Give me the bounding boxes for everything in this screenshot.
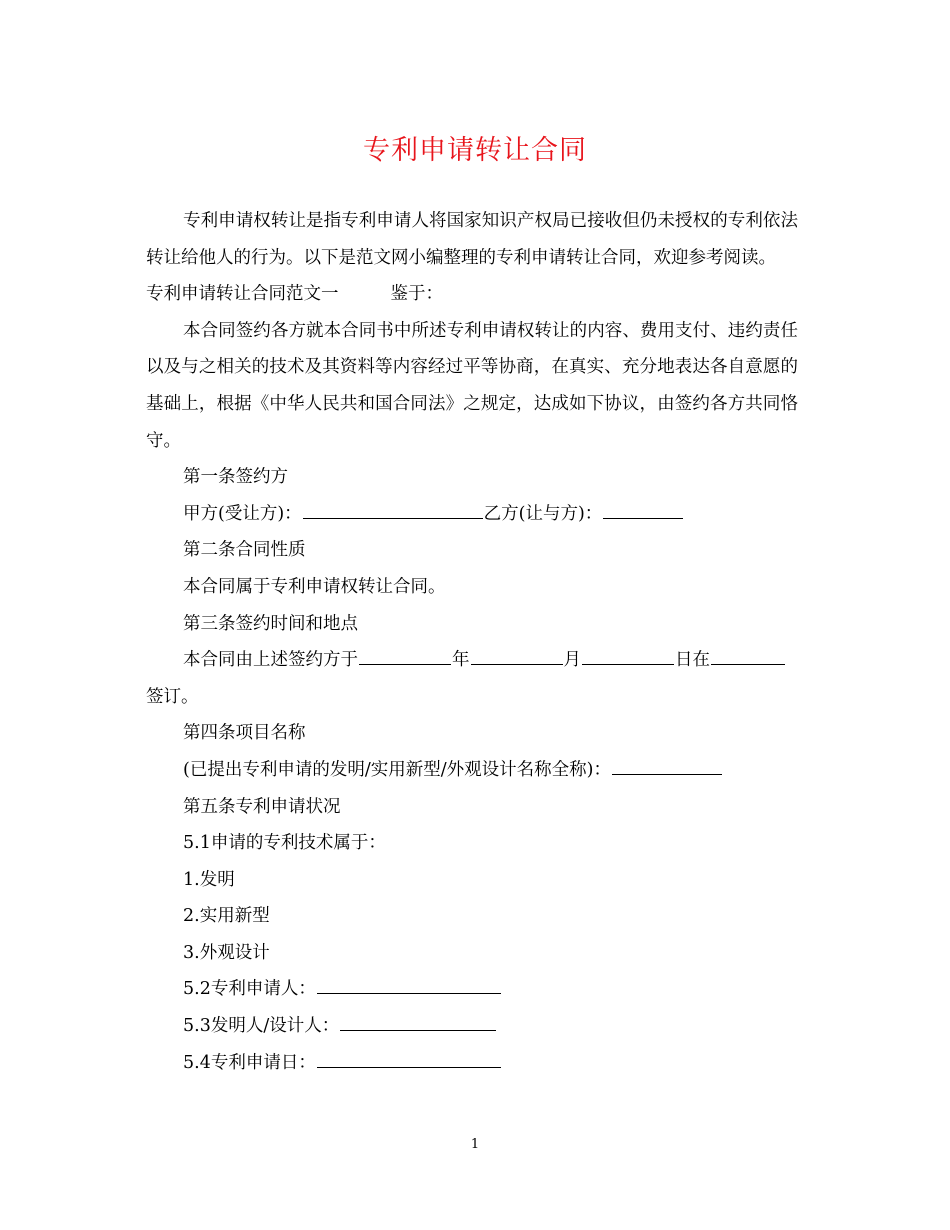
option-utility-model: 2.实用新型 xyxy=(183,906,270,927)
day-blank[interactable] xyxy=(582,648,674,665)
article-2-title: 第二条合同性质 xyxy=(183,540,306,561)
preamble-paragraph: 本合同签约各方就本合同书中所述专利申请权转让的内容、费用支付、违约责任以及与之相关的技术及其资料等内容经过平等协商，在真实、充分地表达各自意愿的基础上，根据《中华人民共和国合同法》之规定，达成如下协议，由签约各方共同恪守。 xyxy=(146,320,798,451)
parties-line xyxy=(146,496,798,533)
party-b-blank[interactable] xyxy=(603,502,683,519)
section-5-4: 5.4专利申请日： xyxy=(183,1052,316,1073)
inventor-blank[interactable] xyxy=(340,1014,496,1031)
article-2-text: 本合同属于专利申请权转让合同。 xyxy=(183,576,446,597)
year-label: 年 xyxy=(452,650,470,671)
section-5-3: 5.3发明人/设计人： xyxy=(183,1016,340,1037)
article-1-title: 第一条签约方 xyxy=(183,467,288,488)
project-name-blank[interactable] xyxy=(612,758,722,775)
document-title: 专利申请转让合同 xyxy=(363,135,587,166)
article-4-title: 第四条项目名称 xyxy=(183,723,306,744)
article-3-title: 第三条签约时间和地点 xyxy=(183,613,358,634)
article-3-prefix: 本合同由上述签约方于 xyxy=(183,650,358,671)
section-5-4-line xyxy=(146,1045,798,1082)
article-3-suffix: 签订。 xyxy=(146,686,199,707)
applicant-blank[interactable] xyxy=(317,977,501,994)
section-5-2: 5.2专利申请人： xyxy=(183,979,316,1000)
page-number: 1 xyxy=(470,1137,480,1152)
place-blank[interactable] xyxy=(711,648,785,665)
article-4-line xyxy=(146,752,798,789)
month-label: 月 xyxy=(563,650,581,671)
party-b-label: 乙方(让与方)： xyxy=(483,503,603,524)
document-body xyxy=(146,203,798,1081)
party-a-blank[interactable] xyxy=(303,502,483,519)
day-label: 日在 xyxy=(675,650,710,671)
section-5-1: 5.1申请的专利技术属于： xyxy=(183,833,386,854)
article-4-text: (已提出专利申请的发明/实用新型/外观设计名称全称)： xyxy=(183,759,611,780)
intro-paragraph: 专利申请权转让是指专利申请人将国家知识产权局已接收但仍未授权的专利依法转让给他人的行为。以下是范文网小编整理的专利申请转让合同，欢迎参考阅读。 xyxy=(146,211,798,268)
party-a-label: 甲方(受让方)： xyxy=(183,503,302,524)
sample-heading-line xyxy=(146,276,798,313)
month-blank[interactable] xyxy=(471,648,563,665)
filing-date-blank[interactable] xyxy=(317,1051,501,1068)
whereas-label: 鉴于： xyxy=(390,284,443,305)
option-design: 3.外观设计 xyxy=(183,942,270,963)
sample-heading: 专利申请转让合同范文一 xyxy=(146,284,339,305)
section-5-3-line xyxy=(146,1008,798,1045)
article-5-title: 第五条专利申请状况 xyxy=(183,796,341,817)
option-invention: 1.发明 xyxy=(183,869,235,890)
article-3-line xyxy=(146,642,798,679)
year-blank[interactable] xyxy=(359,648,451,665)
section-5-2-line xyxy=(146,971,798,1008)
